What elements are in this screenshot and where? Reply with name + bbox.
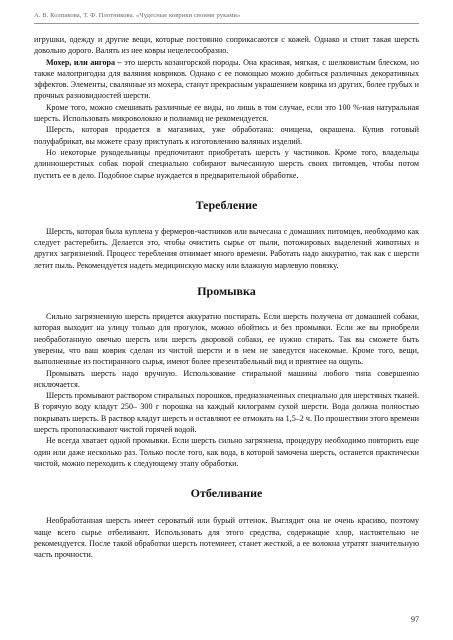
paragraph: игрушки, одежду и другие вещи, которые постоянно соприкасаются с кожей. Однако и стоит такая шерсть довольно дорого. Валять из нее ковры нецелесообразно. bbox=[34, 35, 419, 56]
paragraph: Не всегда хватает одной промывки. Если шерсть сильно загрязнена, процедуру необходимо повторить еще один или даже несколько раз. Только после того, как вода, в которой замочена шерсть, останется практически чистой, можно переходить к следующему этапу обработки. bbox=[34, 436, 419, 468]
paragraph: Кроме того, можно смешивать различные ее виды, но лишь в том случае, если это 100 %-ная натуральная шерсть. Использовать микроволокно и полиамид не рекомендуется. bbox=[34, 102, 419, 124]
paragraph: Но некоторые рукодельницы предпочитают приобретать шерсть у частников. Кроме того, владельцы длинношерстных собак порой специально собирают вычесанную шерсть своих питомцев, чтобы потом пустить ее в дело. Подобное сырье нуждается в предварительной обработке. bbox=[34, 147, 419, 180]
paragraph: Необработанная шерсть имеет сероватый или бурый оттенок. Выглядит она не очень красиво, поэтому чаще всего сырье отбеливают. Использовать для этого средства, содержащие хлор, настоятельно не рекомендуется. После такой обработки шерсть потемнеет, станет жесткой, а ее волокна утратят значительную часть прочности. bbox=[34, 516, 419, 560]
paragraph: Шерсть, которая была куплена у фермеров-частников или вычесана с домашних питомцев, необходимо как следует растеребить. Делается это, чтобы очистить сырье от пыли, потожировых выделений животных и других загрязнений. Процесс теребления отнимает много времени. Работать надо аккуратно, так как с шерсти летит пыль. Рекомендуется надеть медицинскую маску или влажную марлевую повязку. bbox=[34, 226, 419, 270]
running-header: А. В. Колпакова, Т. Ф. Плотникова. «Чудесные коврики своими руками» bbox=[34, 12, 419, 24]
term-mohair: Мохер, или ангора – bbox=[46, 57, 122, 67]
section-heading-washing: Промывка bbox=[197, 284, 256, 299]
section-heading-teasing: Теребление bbox=[195, 197, 258, 212]
page-body bbox=[34, 34, 419, 560]
paragraph: Промывать шерсть надо вручную. Использование стиральной машины любого типа совершенно исключается. bbox=[34, 368, 419, 389]
paragraph: Шерсть, которая продается в магазинах, уже обработана: очищена, окрашена. Купив готовый полуфабрикат, вы можете сразу приступать к изготовлению валяных изделий. bbox=[34, 125, 419, 146]
paragraph: Сильно загрязненную шерсть придется аккуратно постирать. Если шерсть получена от домашней собаки, которая выходит на улицу только для прогулок, можно обойтись и без промывки. Если же вы приобрели необработанную овечью шерсть или шерсть дворовой собаки, ее нужно стирать. Так вы сможете быть уверены, что ваш коврик сделан из чистой шерсти и в нем не заведутся насекомые. Кроме того, вещи, выполненные из постиранного сырья, имеют более презентабельный вид и приятнее на ощупь. bbox=[34, 312, 419, 367]
paragraph: Шерсть промывают раствором стиральных порошков, предназначенных специально для шерстяных тканей. В горячую воду кладут 250– 300 г порошка на каждый килограмм сухой шерсти. Вода должна полностью покрывать шерсть. В раствор кладут шерсть и оставляют ее отмокать на 1,5–2 ч. По прошествии этого времени шерсть прополаскивают чистой горячей водой. bbox=[34, 391, 419, 435]
section-heading-bleaching: Отбеливание bbox=[190, 486, 263, 501]
paragraph-mohair bbox=[34, 57, 419, 102]
paragraph-text: это шерсть козангорской породы. Она красивая, мягкая, с шелковистым блеском, но также малопригодна для валяния ковриков. Однако с ее помощью можно добиться различных декоративных эффектов. Элементы, свалянные из мохера, станут прекрасным украшением коврика из других, более грубых и прочных разновидностей шерсти. bbox=[34, 57, 419, 101]
page-number: 97 bbox=[411, 615, 419, 624]
